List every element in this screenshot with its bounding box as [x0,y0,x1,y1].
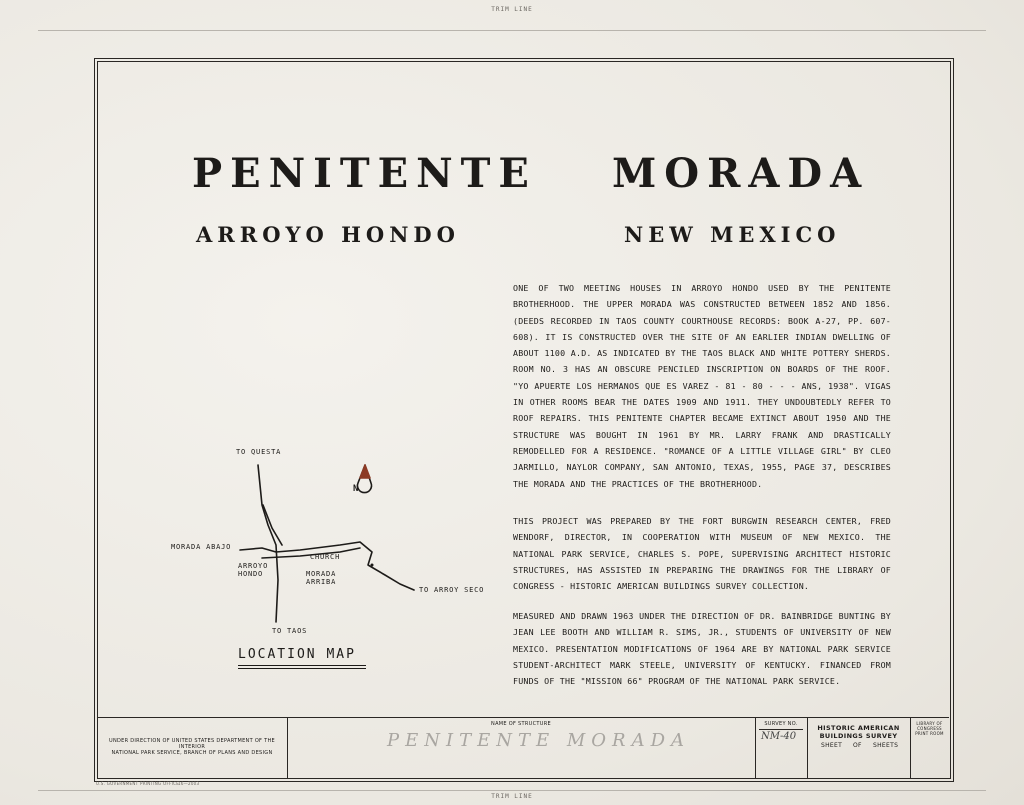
title-block [97,717,949,778]
title-morada: MORADA [612,150,870,197]
trim-line-bottom-label: TRIM LINE [491,793,533,800]
title-penitente: PENITENTE [192,150,537,197]
name-of-structure-label: NAME OF STRUCTURE [491,721,551,727]
habs-cell [807,718,911,778]
north-letter: N [353,484,360,494]
loc-line-1: LIBRARY OF CONGRESS [916,721,943,731]
sheets-label: SHEETS [873,742,899,749]
agency-cell [97,718,288,778]
map-label-arroyo: ARROYO [238,562,269,570]
of-label: OF [853,742,862,749]
map-label-to-questa: TO QUESTA [236,448,282,456]
trim-line-top-label: TRIM LINE [491,6,533,13]
agency-line-2: NATIONAL PARK SERVICE, BRANCH OF PLANS AND DESIGN [111,750,273,756]
map-label-arriba: ARRIBA [306,578,337,586]
form-number: 16—2003 [178,781,200,786]
loc-cell [910,718,949,778]
map-label-hondo: HONDO [238,570,264,578]
name-of-structure-value: PENITENTE MORADA [387,730,691,751]
map-label-to-taos: TO TAOS [272,627,308,635]
credits-paragraph: MEASURED AND DRAWN 1963 UNDER THE DIRECTION OF DR. BAINBRIDGE BUNTING BY JEAN LEE BOOTH AND WILLIAM R. SIMS, JR., STUDENTS OF UNIVERSITY OF NEW MEXICO. PRESENTATION MODIFICATIONS OF 1964 ARE BY NATIONAL PARK SERVICE STUDENT-ARCHITECT MARK STEELE, UNIVERSITY OF KENTUCKY. FINANCED FROM FUNDS OF THE "MISSION 66" PROGRAM OF THE NATIONAL PARK SERVICE. [513,611,891,687]
map-label-morada: MORADA [306,570,337,578]
subtitle-location: ARROYO HONDO [196,222,460,247]
survey-no-cell [755,718,808,778]
habs-line-1: HISTORIC AMERICAN [817,724,900,732]
project-paragraph: THIS PROJECT WAS PREPARED BY THE FORT BURGWIN RESEARCH CENTER, FRED WENDORF, DIRECTOR, IN COOPERATION WITH MUSEUM OF NEW MEXICO. THE NATIONAL PARK SERVICE, CHARLES S. POPE, SUPERVISING ARCHITECT HISTORIC STRUCTURES, HAS ASSISTED IN PREPARING THE DRAWINGS FOR THE LIBRARY OF CONGRESS - HISTORIC AMERICAN BUILDINGS SURVEY COLLECTION. [513,516,891,592]
agency-line-1: UNDER DIRECTION OF UNITED STATES DEPARTMENT OF THE INTERIOR [108,738,275,750]
location-map-title: LOCATION MAP [238,647,356,662]
habs-line-2: BUILDINGS SURVEY [819,732,898,740]
map-label-to-arroyo-seco: TO ARROY SECO [419,586,485,594]
history-paragraph: ONE OF TWO MEETING HOUSES IN ARROYO HONDO USED BY THE PENITENTE BROTHERHOOD. THE UPPER MORADA WAS CONSTRUCTED BETWEEN 1852 AND 1856. (DEEDS RECORDED IN TAOS COUNTY COURTHOUSE RECORDS: BOOK A-27, PP. 607-608). IT IS CONSTRUCTED OVER THE SITE OF AN EARLIER INDIAN DWELLING OF ABOUT 1100 A.D. AS INDICATED BY THE TAOS BLACK AND WHITE POTTERY SHERDS. ROOM NO. 3 HAS AN OBSCURE PENCILED INSCRIPTION ON BOARDS OF THE ROOF. "YO APUERTE LOS HERMANOS QUE ES VAREZ - 81 - 80 - - - ANS, 1938". VIGAS IN OTHER ROOMS BEAR THE DATES 1909 AND 1911. THEY UNDOUBTEDLY REFER TO ROOF REPAIRS. THIS PENITENTE CHAPTER BECAME EXTINCT ABOUT 1950 AND THE STRUCTURE WAS BOUGHT IN 1961 BY MR. LARRY FRANK AND DRASTICALLY REMODELLED FOR A RESIDENCE. "ROMANCE OF A LITTLE VILLAGE GIRL" BY CLEO JARMILLO, NAYLOR COMPANY, SAN ANTONIO, TEXAS, 1955, PAGE 37, DESCRIBES THE MORADA AND THE PRACTICES OF THE BROTHERHOOD. [513,283,891,489]
subtitle-state: NEW MEXICO [624,222,841,247]
map-title-underline-1 [238,665,366,666]
map-label-morada-abajo: MORADA ABAJO [171,543,232,551]
printer-note: U.S. GOVERNMENT PRINTING OFFICE [96,781,180,786]
map-label-church: CHURCH [310,553,341,561]
loc-line-2: PRINT ROOM [915,731,944,736]
survey-no-label: SURVEY NO. [764,721,798,727]
survey-no-value: NM-40 [761,731,797,742]
map-title-underline-2 [238,668,366,669]
road-north-south [258,465,278,622]
sheet-label: SHEET [821,742,843,749]
structure-name-cell [287,718,756,778]
